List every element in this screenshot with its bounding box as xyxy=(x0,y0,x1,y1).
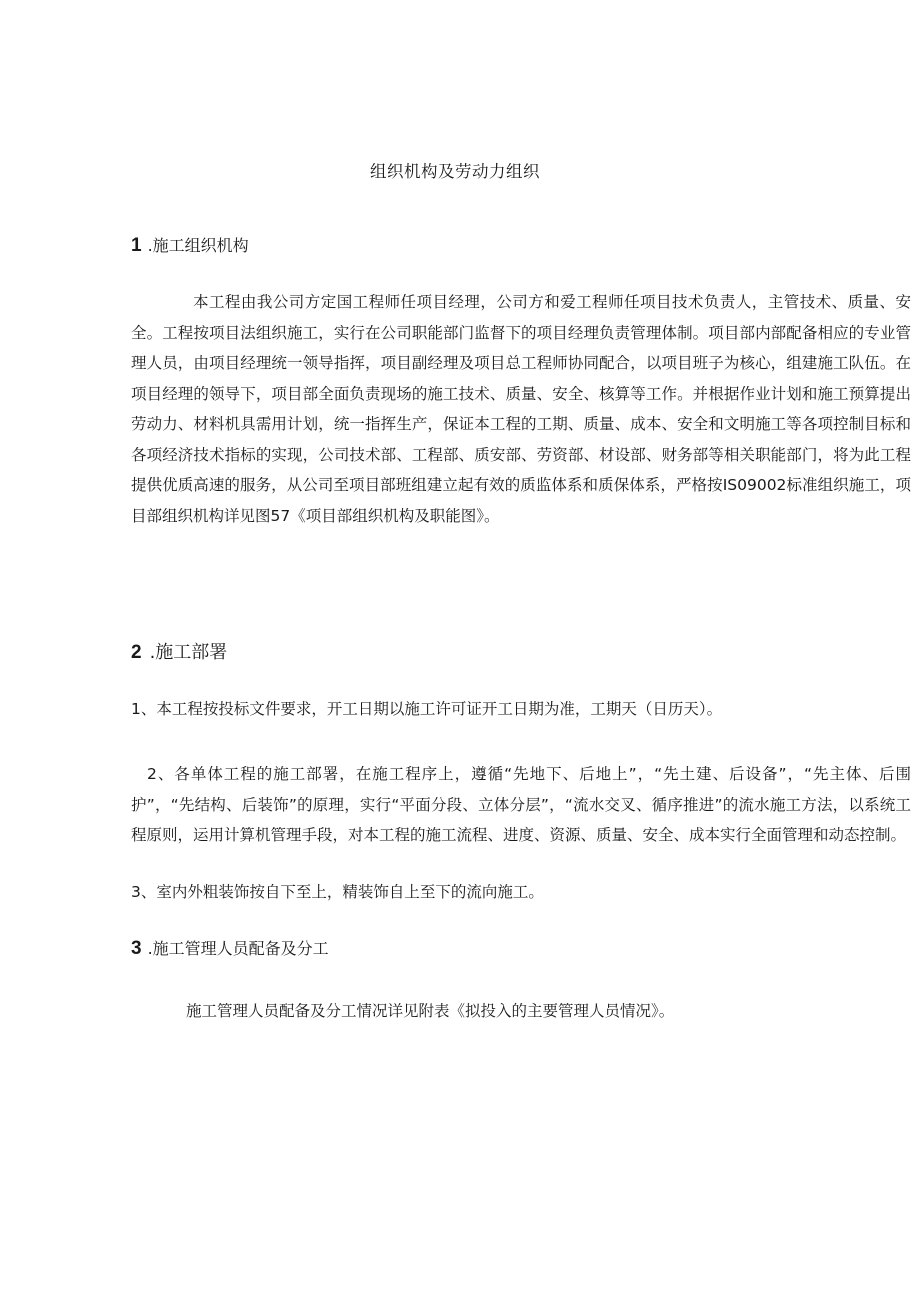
section-number: 3 xyxy=(131,938,142,959)
section-1-paragraph: 本工程由我公司方定国工程师任项目经理，公司方和爱工程师任项目技术负责人，主管技术、质量、安全。工程按项目法组织施工，实行在公司职能部门监督下的项目经理负责管理体制。项目部内部配备相应的专业管理人员，由项目经理统一领导指挥，项目副经理及项目总工程师协同配合，以项目班子为核心，组建施工队伍。在项目经理的领导下，项目部全面负责现场的施工技术、质量、安全、核算等工作。并根据作业计划和施工预算提出劳动力、材料机具需用计划，统一指挥生产，保证本工程的工期、质量、成本、安全和文明施工等各项控制目标和各项经济技术指标的实现，公司技术部、工程部、质安部、劳资部、材设部、财务部等相关职能部门，将为此工程提供优质高速的服务，从公司至项目部班组建立起有效的质监体系和质保体系，严格按IS09002标准组织施工，项目部组织机构详见图57《项目部组织机构及职能图》。 xyxy=(131,293,911,525)
section-2-item-2: 2、各单体工程的施工部署，在施工程序上，遵循“先地下、后地上”，“先土建、后设备”，“先主体、后围护”，“先结构、后装饰”的原理，实行“平面分段、立体分层”，“流水交叉、循序推进”的流水施工方法，以系统工程原则，运用计算机管理手段，对本工程的施工流程、进度、资源、质量、安全、成本实行全面管理和动态控制。 xyxy=(131,765,911,844)
section-title: .施工组织机构 xyxy=(147,236,249,255)
section-3-paragraph: 施工管理人员配备及分工情况详见附表《拟投入的主要管理人员情况》。 xyxy=(186,1002,675,1020)
section-number: 1 xyxy=(131,235,142,256)
section-title: .施工部署 xyxy=(149,642,228,663)
section-number: 2 xyxy=(131,642,142,663)
section-1-heading xyxy=(131,233,249,257)
section-2-item-3: 3、室内外粗装饰按自下至上，精装饰自上至下的流向施工。 xyxy=(131,883,544,901)
section-3-heading xyxy=(131,936,329,960)
section-title: .施工管理人员配备及分工 xyxy=(147,939,329,958)
section-2-heading xyxy=(131,638,227,664)
section-2-item-1: 1、本工程按投标文件要求，开工日期以施工许可证开工日期为准，工期天（日历天）。 xyxy=(131,700,723,718)
document-title: 组织机构及劳动力组织 xyxy=(370,162,540,181)
